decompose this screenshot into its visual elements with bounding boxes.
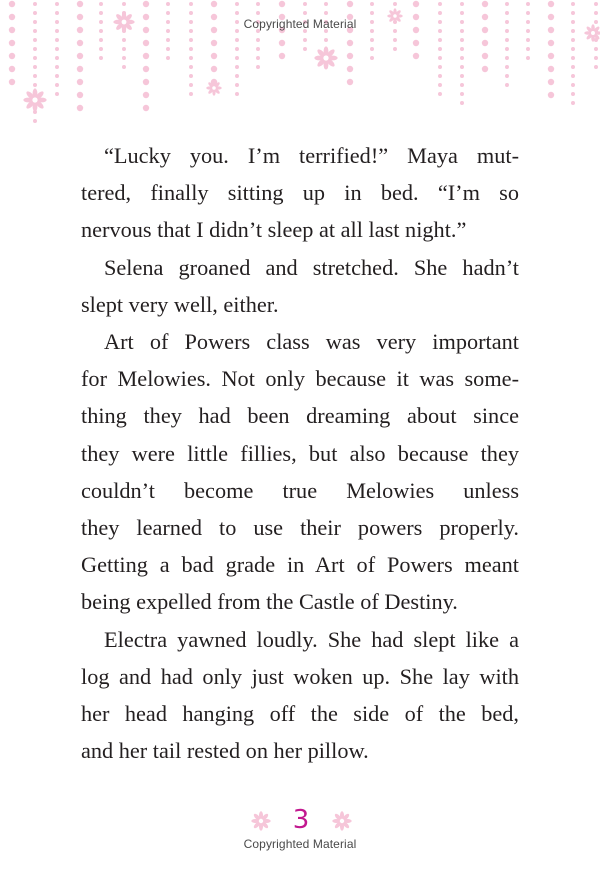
garland-dot: [235, 83, 239, 87]
garland-dot: [460, 101, 464, 105]
garland-dot: [166, 11, 170, 15]
text-line: they were little fillies, but also because they: [81, 440, 519, 466]
text-line: Getting a bad grade in Art of Powers meant: [81, 552, 519, 578]
garland-dot: [122, 65, 126, 69]
garland-dot: [438, 47, 442, 51]
garland-dot: [413, 40, 419, 46]
garland-dot: [370, 47, 374, 51]
garland-dot: [166, 47, 170, 51]
garland-dot: [33, 2, 37, 6]
garland-dot: [77, 66, 83, 72]
text-line: Selena groaned and stretched. She hadn’t: [104, 254, 519, 280]
garland-dot: [143, 79, 149, 85]
garland-dot: [235, 56, 239, 60]
garland-dot: [460, 11, 464, 15]
text-line: log and had only just woken up. She lay with: [81, 663, 519, 689]
flower-icon: [251, 811, 270, 830]
garland-dot: [77, 79, 83, 85]
garland-dot: [99, 47, 103, 51]
text-line: couldn’t become true Melowies unless: [81, 477, 519, 503]
garland-dot: [347, 66, 353, 72]
garland-dot: [526, 47, 530, 51]
garland-dot: [256, 11, 260, 15]
garland-dot: [393, 38, 397, 42]
flower-icon: [332, 811, 351, 830]
garland-dot: [211, 66, 217, 72]
garland-dot: [77, 105, 83, 111]
garland-dot: [256, 47, 260, 51]
garland-dot: [460, 92, 464, 96]
garland-dot: [303, 11, 307, 15]
garland-dot: [189, 38, 193, 42]
garland-dot: [55, 2, 59, 6]
garland-dot: [347, 79, 353, 85]
garland-dot: [482, 1, 488, 7]
garland-dot: [438, 92, 442, 96]
garland-dot: [505, 65, 509, 69]
garland-dot: [324, 2, 328, 6]
garland-dot: [77, 92, 83, 98]
garland-dot: [99, 38, 103, 42]
garland-dot: [99, 2, 103, 6]
garland-dot: [303, 2, 307, 6]
garland-dot: [189, 47, 193, 51]
garland-dot: [393, 2, 397, 6]
garland-dot: [99, 56, 103, 60]
text-line: slept very well, either.: [81, 291, 279, 317]
garland-dot: [594, 2, 598, 6]
garland-dot: [55, 38, 59, 42]
garland-dot: [460, 65, 464, 69]
garland-dot: [33, 56, 37, 60]
flower-icon: [250, 810, 272, 832]
text-line: her head hanging off the side of the bed,: [81, 701, 519, 727]
garland-dot: [505, 2, 509, 6]
text-line: and her tail rested on her pillow.: [81, 738, 369, 764]
garland-dot: [189, 74, 193, 78]
garland-dot: [571, 38, 575, 42]
page-footer: [0, 806, 600, 836]
garland-dot: [55, 47, 59, 51]
garland-dot: [347, 40, 353, 46]
garland-dot: [324, 38, 328, 42]
text-line: tered, finally sitting up in bed. “I’m so: [81, 180, 519, 206]
garland-dot: [571, 92, 575, 96]
garland-dot: [77, 40, 83, 46]
paragraph: [81, 621, 519, 770]
garland-dot: [370, 38, 374, 42]
garland-dot: [505, 56, 509, 60]
garland-dot: [166, 2, 170, 6]
garland-dot: [33, 119, 37, 123]
garland-dot: [166, 38, 170, 42]
garland-dot: [235, 47, 239, 51]
garland-dot: [235, 92, 239, 96]
garland-dot: [548, 92, 554, 98]
garland-dot: [526, 2, 530, 6]
text-line: they learned to use their powers properly.: [81, 515, 519, 541]
text-line: “Lucky you. I’m terrified!” Maya mut-: [104, 143, 519, 168]
garland-dot: [189, 11, 193, 15]
garland-dot: [33, 65, 37, 69]
garland-dot: [166, 56, 170, 60]
garland-dot: [594, 65, 598, 69]
garland-dot: [438, 56, 442, 60]
garland-dot: [256, 56, 260, 60]
garland-dot: [55, 65, 59, 69]
garland-dot: [370, 2, 374, 6]
garland-dot: [526, 38, 530, 42]
garland-dot: [438, 74, 442, 78]
garland-dot: [77, 53, 83, 59]
text-line: Art of Powers class was very important: [104, 329, 519, 355]
garland-dot: [143, 105, 149, 111]
garland-dot: [235, 65, 239, 69]
garland-dot: [571, 56, 575, 60]
garland-dot: [438, 11, 442, 15]
garland-dot: [189, 65, 193, 69]
garland-dot: [438, 83, 442, 87]
garland-dot: [571, 11, 575, 15]
text-line: for Melowies. Not only because it was some-: [81, 366, 519, 392]
garland-dot: [33, 11, 37, 15]
flower-icon: [314, 46, 337, 69]
garland-dot: [143, 1, 149, 7]
text-line: nervous that I didn’t sleep at all last night.”: [81, 217, 467, 243]
garland-dot: [77, 1, 83, 7]
page-body: [81, 137, 519, 769]
garland-dot: [122, 2, 126, 6]
garland-dot: [347, 1, 353, 7]
garland-dot: [189, 92, 193, 96]
watermark-top: Copyrighted Material: [243, 17, 357, 31]
garland-dot: [9, 40, 15, 46]
garland-dot: [324, 11, 328, 15]
garland-dot: [211, 1, 217, 7]
garland-dot: [594, 47, 598, 51]
garland-dot: [438, 38, 442, 42]
garland-dot: [413, 1, 419, 7]
garland-dot: [122, 56, 126, 60]
garland-dot: [143, 40, 149, 46]
text-line: being expelled from the Castle of Destiny.: [81, 589, 458, 615]
garland-dot: [33, 47, 37, 51]
garland-dot: [143, 92, 149, 98]
garland-dot: [211, 53, 217, 59]
garland-dot: [548, 79, 554, 85]
garland-dot: [303, 47, 307, 51]
garland-dot: [256, 38, 260, 42]
text-line: Electra yawned loudly. She had slept like a: [104, 626, 519, 652]
garland-dot: [122, 47, 126, 51]
garland-dot: [55, 83, 59, 87]
garland-dot: [460, 2, 464, 6]
garland-dot: [594, 11, 598, 15]
garland-dot: [189, 2, 193, 6]
garland-dot: [55, 74, 59, 78]
garland-dot: [189, 56, 193, 60]
flower-icon: [206, 80, 222, 96]
garland-dot: [438, 65, 442, 69]
garland-dot: [505, 74, 509, 78]
garland-dot: [594, 56, 598, 60]
garland-dot: [279, 1, 285, 7]
garland-dot: [548, 66, 554, 72]
garland-dot: [347, 53, 353, 59]
garland-dot: [256, 2, 260, 6]
garland-dot: [256, 65, 260, 69]
paragraph: [81, 323, 519, 621]
garland-dot: [460, 56, 464, 60]
text-line: thing they had been dreaming about since: [81, 403, 519, 429]
paragraph: [81, 137, 519, 249]
garland-dot: [393, 47, 397, 51]
garland-dot: [482, 40, 488, 46]
garland-dot: [33, 38, 37, 42]
garland-dot: [460, 74, 464, 78]
garland-dot: [33, 83, 37, 87]
garland-dot: [571, 2, 575, 6]
garland-dot: [438, 2, 442, 6]
garland-dot: [505, 38, 509, 42]
garland-dot: [548, 40, 554, 46]
garland-dot: [303, 38, 307, 42]
garland-dot: [370, 11, 374, 15]
garland-dot: [571, 65, 575, 69]
garland-dot: [235, 38, 239, 42]
garland-dot: [9, 53, 15, 59]
garland-dot: [571, 101, 575, 105]
page-number: 3: [292, 805, 310, 835]
garland-dot: [99, 11, 103, 15]
garland-dot: [571, 83, 575, 87]
garland-dot: [460, 47, 464, 51]
garland-dot: [55, 11, 59, 15]
garland-dot: [548, 1, 554, 7]
garland-dot: [482, 53, 488, 59]
paragraph: [81, 249, 519, 323]
garland-dot: [235, 2, 239, 6]
garland-dot: [526, 11, 530, 15]
garland-dot: [189, 83, 193, 87]
garland-dot: [55, 92, 59, 96]
garland-dot: [279, 53, 285, 59]
garland-dot: [571, 74, 575, 78]
garland-dot: [370, 56, 374, 60]
garland-dot: [505, 11, 509, 15]
garland-dot: [460, 38, 464, 42]
garland-dot: [571, 47, 575, 51]
garland-dot: [505, 47, 509, 51]
garland-dot: [235, 11, 239, 15]
garland-dot: [9, 66, 15, 72]
garland-dot: [143, 66, 149, 72]
garland-dot: [235, 74, 239, 78]
garland-dot: [413, 53, 419, 59]
flower-icon: [331, 810, 353, 832]
garland-dot: [122, 38, 126, 42]
garland-dot: [143, 53, 149, 59]
garland-dot: [33, 74, 37, 78]
garland-dot: [55, 56, 59, 60]
garland-dot: [211, 40, 217, 46]
garland-dot: [460, 83, 464, 87]
watermark-bottom: Copyrighted Material: [243, 837, 357, 851]
garland-dot: [548, 53, 554, 59]
garland-dot: [9, 79, 15, 85]
garland-dot: [9, 1, 15, 7]
garland-dot: [505, 83, 509, 87]
garland-dot: [526, 56, 530, 60]
garland-dot: [279, 40, 285, 46]
flower-icon: [23, 88, 46, 111]
garland-dot: [482, 66, 488, 72]
